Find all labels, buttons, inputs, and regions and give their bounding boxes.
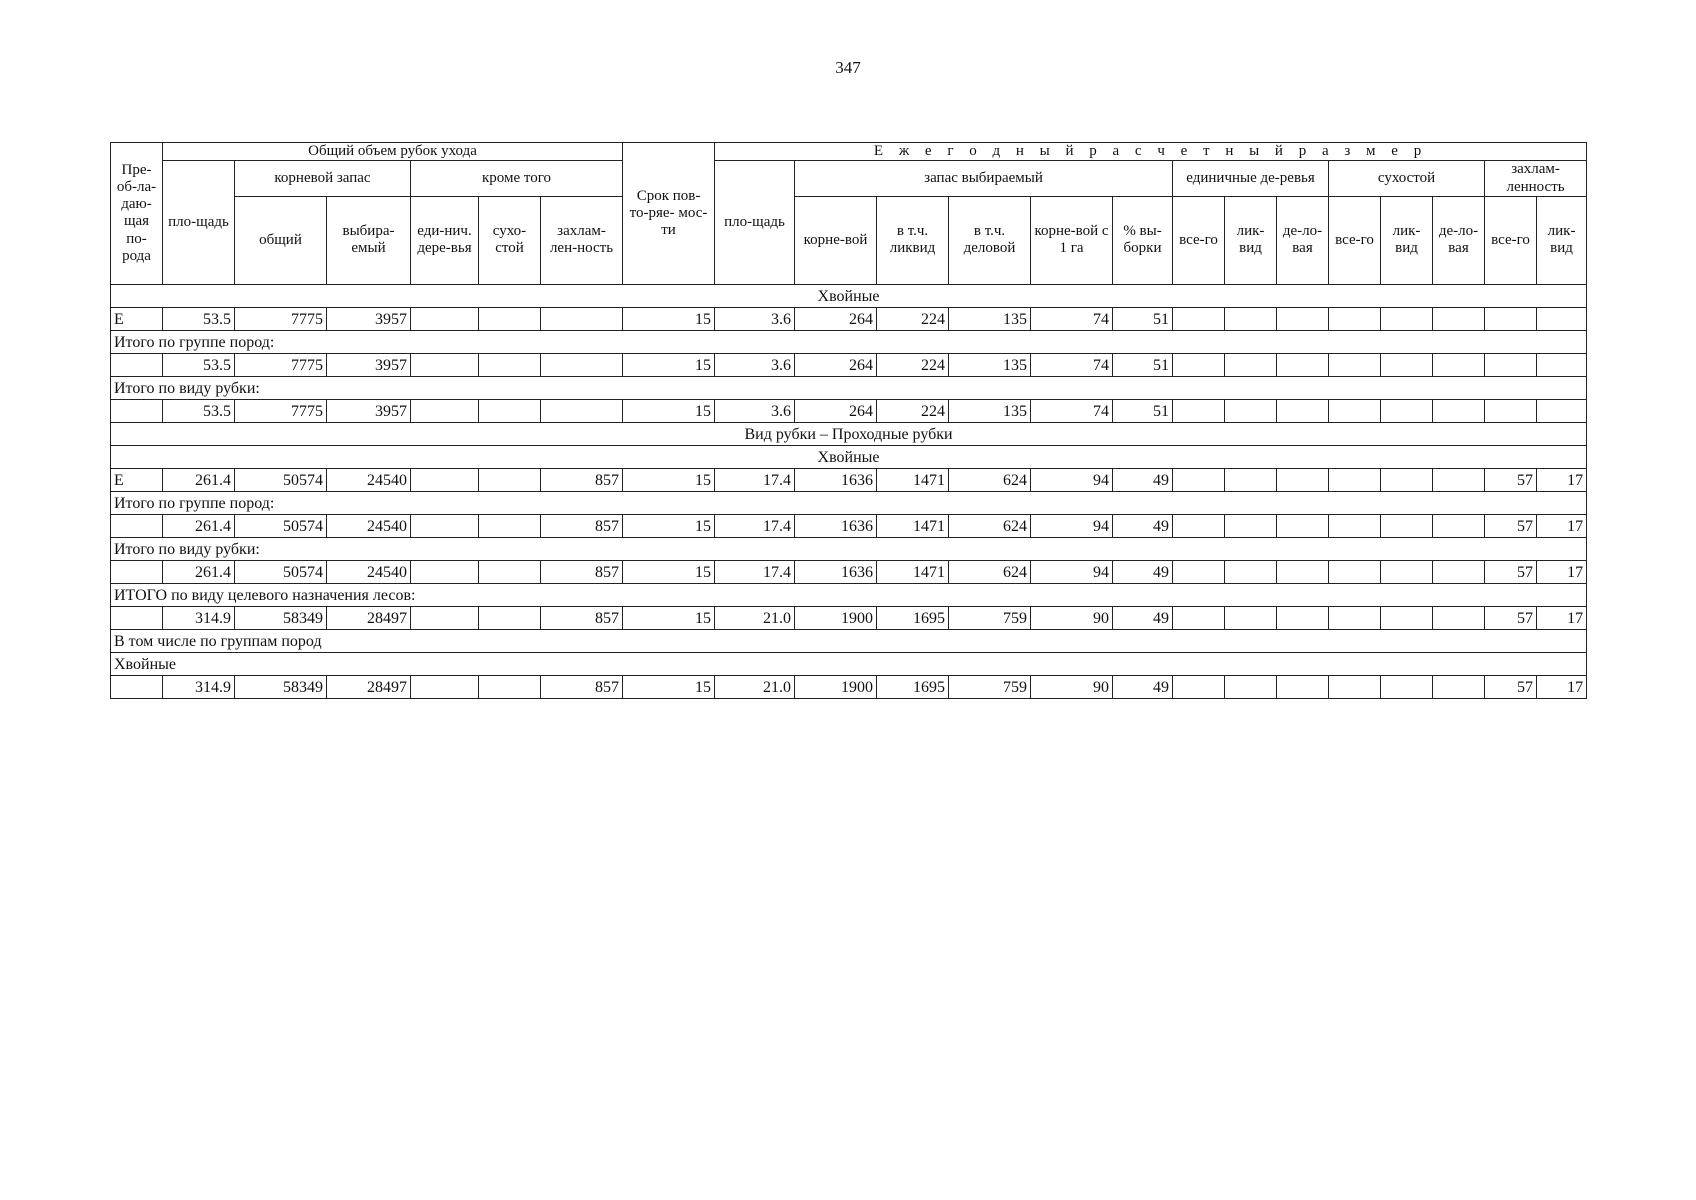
table-cell: 15 bbox=[623, 606, 715, 629]
table-cell bbox=[1485, 353, 1537, 376]
table-cell: 135 bbox=[949, 399, 1031, 422]
table-cell: 264 bbox=[795, 307, 877, 330]
table-cell: 3957 bbox=[327, 399, 411, 422]
table-cell: 17.4 bbox=[715, 468, 795, 491]
table-cell bbox=[111, 606, 163, 629]
header-sel-business: в т.ч. деловой bbox=[949, 196, 1031, 284]
table-cell: 74 bbox=[1031, 399, 1113, 422]
purpose-total-label: ИТОГО по виду целевого назначения лесов: bbox=[111, 583, 1587, 606]
header-litter-group: захлам-ленность bbox=[1485, 161, 1587, 197]
table-cell bbox=[1329, 514, 1381, 537]
table-cell: 51 bbox=[1113, 307, 1173, 330]
table-cell bbox=[1381, 353, 1433, 376]
header-term: Срок пов- то-ряе- мос-ти bbox=[623, 143, 715, 285]
table-cell: 1636 bbox=[795, 468, 877, 491]
table-cell bbox=[1329, 560, 1381, 583]
cut-type-total-label: Итого по виду рубки: bbox=[111, 376, 1587, 399]
table-cell: 624 bbox=[949, 468, 1031, 491]
table-cell: 49 bbox=[1113, 468, 1173, 491]
table-row bbox=[111, 307, 1587, 330]
table-cell: 224 bbox=[877, 307, 949, 330]
table-cell: 1636 bbox=[795, 560, 877, 583]
table-cell: 21.0 bbox=[715, 606, 795, 629]
table-cell bbox=[1329, 399, 1381, 422]
table-cell: 57 bbox=[1485, 606, 1537, 629]
table-cell: 7775 bbox=[235, 353, 327, 376]
table-cell: 17 bbox=[1537, 560, 1587, 583]
table-cell bbox=[1225, 399, 1277, 422]
table-cell: 1695 bbox=[877, 606, 949, 629]
table-cell: 90 bbox=[1031, 675, 1113, 698]
table-cell: 94 bbox=[1031, 468, 1113, 491]
table-cell bbox=[1277, 468, 1329, 491]
table-cell bbox=[1225, 514, 1277, 537]
header-area: пло-щадь bbox=[163, 161, 235, 285]
table-cell: 264 bbox=[795, 399, 877, 422]
table-cell bbox=[1173, 606, 1225, 629]
table-cell bbox=[111, 675, 163, 698]
table-cell: 94 bbox=[1031, 560, 1113, 583]
table-cell bbox=[479, 514, 541, 537]
table-cell bbox=[1173, 468, 1225, 491]
header-lt-total: все-го bbox=[1485, 196, 1537, 284]
table-cell: 57 bbox=[1485, 514, 1537, 537]
table-cell: 624 bbox=[949, 560, 1031, 583]
table-cell: 7775 bbox=[235, 307, 327, 330]
table-cell bbox=[479, 468, 541, 491]
table-row bbox=[111, 514, 1587, 537]
table-cell bbox=[1277, 353, 1329, 376]
table-cell bbox=[1381, 468, 1433, 491]
header-dw-liquid: лик-вид bbox=[1381, 196, 1433, 284]
table-cell: 49 bbox=[1113, 514, 1173, 537]
table-cell: 53.5 bbox=[163, 307, 235, 330]
table-cell: 15 bbox=[623, 399, 715, 422]
table-cell bbox=[479, 353, 541, 376]
table-cell: 90 bbox=[1031, 606, 1113, 629]
table-cell bbox=[1225, 560, 1277, 583]
table-cell: Е bbox=[111, 468, 163, 491]
table-cell bbox=[1173, 353, 1225, 376]
table-cell: 857 bbox=[541, 560, 623, 583]
table-row bbox=[111, 399, 1587, 422]
header-annual-size: Е ж е г о д н ы й р а с ч е т н ы й р а з м е р bbox=[715, 143, 1587, 161]
table-cell bbox=[479, 675, 541, 698]
table-cell: 3.6 bbox=[715, 399, 795, 422]
header-single-trees: еди-нич. дере-вья bbox=[411, 196, 479, 284]
table-cell: 759 bbox=[949, 606, 1031, 629]
header-total-volume: Общий объем рубок ухода bbox=[163, 143, 623, 161]
table-cell: 224 bbox=[877, 353, 949, 376]
table-cell bbox=[1537, 399, 1587, 422]
header-dw-business: де-ло-вая bbox=[1433, 196, 1485, 284]
table-cell bbox=[411, 353, 479, 376]
table-cell bbox=[1381, 307, 1433, 330]
table-cell: 28497 bbox=[327, 606, 411, 629]
table-cell: 24540 bbox=[327, 468, 411, 491]
section-conifers: Хвойные bbox=[111, 445, 1587, 468]
table-cell bbox=[1485, 307, 1537, 330]
group-total-label: Итого по группе пород: bbox=[111, 491, 1587, 514]
table-cell bbox=[111, 399, 163, 422]
header-sel-per-ha: корне-вой с 1 га bbox=[1031, 196, 1113, 284]
table-cell: 3.6 bbox=[715, 353, 795, 376]
table-cell: 3957 bbox=[327, 307, 411, 330]
table-cell bbox=[411, 307, 479, 330]
table-cell: 314.9 bbox=[163, 606, 235, 629]
table-cell bbox=[1485, 399, 1537, 422]
table-cell: 264 bbox=[795, 353, 877, 376]
table-cell bbox=[1173, 307, 1225, 330]
table-cell: 1471 bbox=[877, 560, 949, 583]
table-cell bbox=[1173, 675, 1225, 698]
table-cell: 1471 bbox=[877, 514, 949, 537]
table-cell: 49 bbox=[1113, 560, 1173, 583]
header-selected-stock: запас выбираемый bbox=[795, 161, 1173, 197]
table-cell bbox=[1381, 675, 1433, 698]
table-cell: 15 bbox=[623, 468, 715, 491]
table-cell bbox=[411, 514, 479, 537]
table-cell: 50574 bbox=[235, 514, 327, 537]
section-cut-type: Вид рубки – Проходные рубки bbox=[111, 422, 1587, 445]
table-cell: 857 bbox=[541, 514, 623, 537]
header-rootstock: корневой запас bbox=[235, 161, 411, 197]
table-cell bbox=[1277, 514, 1329, 537]
table-cell: 759 bbox=[949, 675, 1031, 698]
table-cell bbox=[1173, 399, 1225, 422]
header-total-common: общий bbox=[235, 196, 327, 284]
table-cell bbox=[1381, 399, 1433, 422]
table-row bbox=[111, 353, 1587, 376]
table-cell bbox=[1433, 514, 1485, 537]
table-cell bbox=[541, 307, 623, 330]
table-cell bbox=[1433, 353, 1485, 376]
table-cell bbox=[1277, 307, 1329, 330]
header-besides: кроме того bbox=[411, 161, 623, 197]
table-cell: 53.5 bbox=[163, 353, 235, 376]
table-cell: 57 bbox=[1485, 560, 1537, 583]
table-cell: 94 bbox=[1031, 514, 1113, 537]
header-total-selected: выбира-емый bbox=[327, 196, 411, 284]
header-species: Пре-об-ла-даю-щая по-рода bbox=[111, 143, 163, 285]
table-cell bbox=[479, 606, 541, 629]
table-cell: 857 bbox=[541, 606, 623, 629]
table-cell bbox=[1277, 606, 1329, 629]
table-cell bbox=[1225, 468, 1277, 491]
table-cell bbox=[1225, 606, 1277, 629]
table-cell: 50574 bbox=[235, 468, 327, 491]
table-cell: 261.4 bbox=[163, 514, 235, 537]
forest-care-table bbox=[110, 142, 1587, 699]
header-dw-total: все-го bbox=[1329, 196, 1381, 284]
header-annual-area: пло-щадь bbox=[715, 161, 795, 285]
table-cell: 57 bbox=[1485, 675, 1537, 698]
table-cell: 74 bbox=[1031, 307, 1113, 330]
table-cell bbox=[1433, 468, 1485, 491]
table-cell bbox=[111, 353, 163, 376]
table-cell bbox=[111, 514, 163, 537]
table-row bbox=[111, 675, 1587, 698]
table-cell: 28497 bbox=[327, 675, 411, 698]
conifers-label: Хвойные bbox=[111, 652, 1587, 675]
table-cell bbox=[1329, 468, 1381, 491]
section-conifers: Хвойные bbox=[111, 284, 1587, 307]
table-cell bbox=[1173, 560, 1225, 583]
table-cell: 15 bbox=[623, 307, 715, 330]
table-cell bbox=[1277, 675, 1329, 698]
table-cell bbox=[411, 468, 479, 491]
table-cell bbox=[411, 399, 479, 422]
table-cell: 17 bbox=[1537, 514, 1587, 537]
table-cell bbox=[1381, 560, 1433, 583]
table-cell: 24540 bbox=[327, 514, 411, 537]
table-cell: 17 bbox=[1537, 606, 1587, 629]
table-cell: 15 bbox=[623, 353, 715, 376]
table-cell: 24540 bbox=[327, 560, 411, 583]
table-cell bbox=[541, 353, 623, 376]
header-deadwood-group: сухостой bbox=[1329, 161, 1485, 197]
table-row bbox=[111, 606, 1587, 629]
header-st-business: де-ло-вая bbox=[1277, 196, 1329, 284]
table-cell: 314.9 bbox=[163, 675, 235, 698]
table-cell bbox=[1433, 399, 1485, 422]
table-cell bbox=[411, 560, 479, 583]
page-number: 347 bbox=[835, 58, 861, 77]
table-cell bbox=[411, 606, 479, 629]
table-cell: 49 bbox=[1113, 675, 1173, 698]
table-cell bbox=[479, 560, 541, 583]
table-cell: 58349 bbox=[235, 675, 327, 698]
table-cell: 49 bbox=[1113, 606, 1173, 629]
table-cell: 15 bbox=[623, 514, 715, 537]
header-st-liquid: лик-вид bbox=[1225, 196, 1277, 284]
table-cell: 17 bbox=[1537, 468, 1587, 491]
table-cell: 1695 bbox=[877, 675, 949, 698]
table-cell: 3957 bbox=[327, 353, 411, 376]
table-cell: 74 bbox=[1031, 353, 1113, 376]
table-row bbox=[111, 560, 1587, 583]
table-cell: 135 bbox=[949, 353, 1031, 376]
table-cell bbox=[1225, 307, 1277, 330]
header-st-total: все-го bbox=[1173, 196, 1225, 284]
table-cell bbox=[1225, 353, 1277, 376]
group-total-label: Итого по группе пород: bbox=[111, 330, 1587, 353]
table-cell: 50574 bbox=[235, 560, 327, 583]
table-cell bbox=[1225, 675, 1277, 698]
table-cell: 624 bbox=[949, 514, 1031, 537]
table-cell bbox=[1433, 675, 1485, 698]
table-cell bbox=[1277, 399, 1329, 422]
cut-type-total-label: Итого по виду рубки: bbox=[111, 537, 1587, 560]
table-cell: 1471 bbox=[877, 468, 949, 491]
table-cell: 857 bbox=[541, 675, 623, 698]
table-cell bbox=[1329, 675, 1381, 698]
table-cell bbox=[1329, 307, 1381, 330]
incl-groups-label: В том числе по группам пород bbox=[111, 629, 1587, 652]
table-cell bbox=[1173, 514, 1225, 537]
header-deadwood: сухо-стой bbox=[479, 196, 541, 284]
table-cell: 17 bbox=[1537, 675, 1587, 698]
header-single-trees-group: единичные де-ревья bbox=[1173, 161, 1329, 197]
table-cell bbox=[1433, 560, 1485, 583]
table-cell bbox=[1381, 514, 1433, 537]
table-cell: 57 bbox=[1485, 468, 1537, 491]
table-cell: 53.5 bbox=[163, 399, 235, 422]
table-cell: 21.0 bbox=[715, 675, 795, 698]
table-cell: 51 bbox=[1113, 399, 1173, 422]
table-cell: 17.4 bbox=[715, 560, 795, 583]
table-cell bbox=[1277, 560, 1329, 583]
table-cell: 261.4 bbox=[163, 560, 235, 583]
table-cell bbox=[1537, 307, 1587, 330]
table-cell: 1636 bbox=[795, 514, 877, 537]
table-cell: 135 bbox=[949, 307, 1031, 330]
header-litter: захлам-лен-ность bbox=[541, 196, 623, 284]
table-cell: 3.6 bbox=[715, 307, 795, 330]
table-cell bbox=[411, 675, 479, 698]
table-cell bbox=[1329, 353, 1381, 376]
header-sel-root: корне-вой bbox=[795, 196, 877, 284]
table-cell: 58349 bbox=[235, 606, 327, 629]
table-cell: 261.4 bbox=[163, 468, 235, 491]
table-cell bbox=[1433, 307, 1485, 330]
header-sel-liquid: в т.ч. ликвид bbox=[877, 196, 949, 284]
table-cell: 7775 bbox=[235, 399, 327, 422]
table-cell: 857 bbox=[541, 468, 623, 491]
table-cell bbox=[111, 560, 163, 583]
table-cell bbox=[1381, 606, 1433, 629]
table-cell: 1900 bbox=[795, 675, 877, 698]
table-cell: 224 bbox=[877, 399, 949, 422]
table-cell: 1900 bbox=[795, 606, 877, 629]
table-cell: 15 bbox=[623, 560, 715, 583]
header-sel-percent: % вы-борки bbox=[1113, 196, 1173, 284]
table-cell bbox=[1433, 606, 1485, 629]
table-cell bbox=[541, 399, 623, 422]
table-row bbox=[111, 468, 1587, 491]
table-cell: 15 bbox=[623, 675, 715, 698]
table-cell: Е bbox=[111, 307, 163, 330]
table-cell bbox=[1329, 606, 1381, 629]
table-cell bbox=[479, 399, 541, 422]
table-cell: 17.4 bbox=[715, 514, 795, 537]
header-lt-liquid: лик-вид bbox=[1537, 196, 1587, 284]
table-cell bbox=[479, 307, 541, 330]
table-cell bbox=[1537, 353, 1587, 376]
table-cell: 51 bbox=[1113, 353, 1173, 376]
